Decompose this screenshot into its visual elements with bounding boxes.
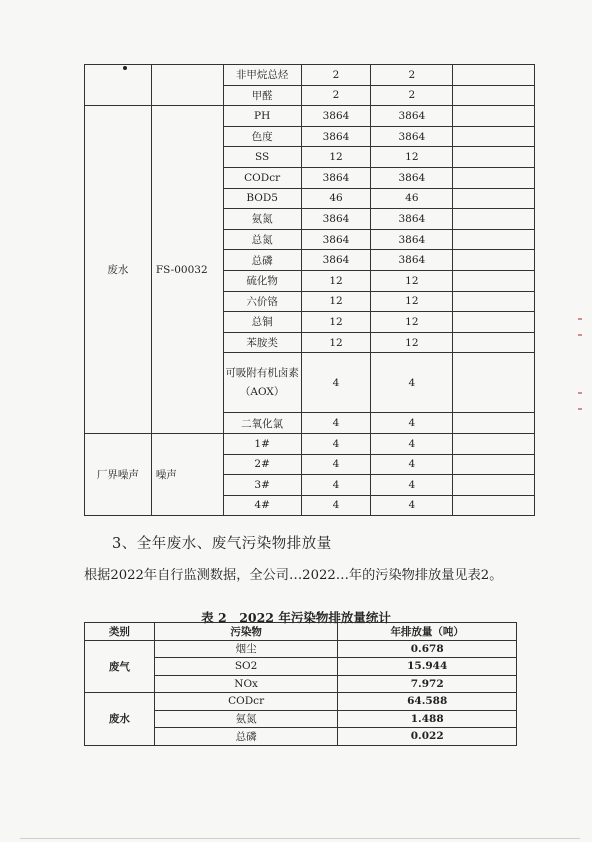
pollutant-cell: CODcr [223,167,301,188]
value-cell: 3864 [371,167,453,188]
value-cell: 12 [371,332,453,353]
value-cell: 12 [301,147,371,168]
value-cell: 3864 [371,209,453,230]
empty-cell [453,85,535,106]
emission-value-cell: 7.972 [338,675,517,693]
value-cell: 4 [301,475,371,496]
value-cell: 3864 [301,250,371,271]
value-cell: 4 [301,353,371,413]
value-cell: 12 [301,291,371,312]
pollutant-cell: 氨氮 [223,209,301,230]
category-cell [85,65,152,106]
table-header-row [85,623,517,641]
empty-cell [453,106,535,127]
pollutant-cell: 1# [223,433,301,454]
table-caption: 表 2 2022 年污染物排放量统计 [201,610,391,625]
value-cell: 12 [301,270,371,291]
value-cell: 4 [301,433,371,454]
pollutant-cell: 氨氮 [154,710,338,728]
empty-cell [453,188,535,209]
value-cell: 2 [371,85,453,106]
empty-cell [453,332,535,353]
empty-cell [453,475,535,496]
emission-value-cell: 1.488 [338,710,517,728]
pollutant-cell: 六价铬 [223,291,301,312]
red-mark [578,334,582,336]
value-cell: 4 [301,454,371,475]
pollutant-cell: 总铜 [223,312,301,333]
pollutant-cell: 硫化物 [223,270,301,291]
value-cell: 12 [371,312,453,333]
value-cell: 2 [301,85,371,106]
pollutant-cell: CODcr [154,693,338,711]
empty-cell [453,209,535,230]
pollutant-cell: 总磷 [154,728,338,746]
pollutant-cell: SO2 [154,658,338,676]
empty-cell [453,291,535,312]
value-cell: 12 [301,332,371,353]
pollutant-cell: 总氮 [223,229,301,250]
pollutant-cell: PH [223,106,301,127]
pollutant-cell: 二氧化氯 [223,413,301,434]
empty-cell [453,147,535,168]
table-row [85,106,535,127]
pollutant-cell: SS [223,147,301,168]
header-annual-emission: 年排放量（吨） [338,623,517,641]
value-cell: 4 [371,495,453,516]
category-cell: 厂界噪声 [85,433,152,515]
table-row [85,433,535,454]
empty-cell [453,454,535,475]
empty-cell [453,413,535,434]
body-paragraph: 根据2022年自行监测数据，全公司…2022…年的污染物排放量见表2。 [84,568,503,583]
outlet-code-cell [151,65,223,106]
table-row [85,65,535,86]
value-cell: 3864 [371,126,453,147]
emission-value-cell: 15.944 [338,658,517,676]
value-cell: 4 [371,475,453,496]
emission-value-cell: 0.022 [338,728,517,746]
table-row [85,693,517,711]
value-cell: 12 [371,291,453,312]
pollutant-cell: NOx [154,675,338,693]
pollutant-cell: 色度 [223,126,301,147]
value-cell: 3864 [301,106,371,127]
value-cell: 3864 [371,229,453,250]
value-cell: 3864 [371,106,453,127]
value-cell: 4 [301,495,371,516]
value-cell: 12 [301,312,371,333]
pollutant-cell: 2# [223,454,301,475]
empty-cell [453,312,535,333]
empty-cell [453,250,535,271]
empty-cell [453,270,535,291]
pollutant-cell: 苯胺类 [223,332,301,353]
red-mark [578,318,582,320]
red-mark [578,392,582,394]
value-cell: 12 [371,147,453,168]
value-cell: 12 [371,270,453,291]
empty-cell [453,167,535,188]
pollutant-cell: 可吸附有机卤素（AOX） [223,353,301,413]
category-cell: 废水 [85,693,155,746]
empty-cell [453,65,535,86]
value-cell: 3864 [301,126,371,147]
value-cell: 4 [371,413,453,434]
value-cell: 2 [301,65,371,86]
value-cell: 3864 [371,250,453,271]
emission-value-cell: 0.678 [338,640,517,658]
value-cell: 4 [301,413,371,434]
pollutant-cell: 非甲烷总烃 [223,65,301,86]
pollutant-cell: 甲醛 [223,85,301,106]
empty-cell [453,433,535,454]
value-cell: 4 [371,454,453,475]
value-cell: 3864 [301,167,371,188]
pollutant-cell: BOD5 [223,188,301,209]
value-cell: 46 [371,188,453,209]
header-category: 类别 [85,623,155,641]
monitoring-table [84,64,535,516]
value-cell: 2 [371,65,453,86]
value-cell: 4 [371,353,453,413]
category-cell: 废水 [85,106,152,434]
outlet-code-cell: FS-00032 [151,106,223,434]
table-row [85,640,517,658]
empty-cell [453,229,535,250]
section-heading: 3、全年废水、废气污染物排放量 [112,536,332,552]
emission-value-cell: 64.588 [338,693,517,711]
empty-cell [453,495,535,516]
value-cell: 3864 [301,209,371,230]
value-cell: 46 [301,188,371,209]
emission-table [84,622,517,746]
header-pollutant: 污染物 [154,623,338,641]
empty-cell [453,353,535,413]
red-mark [578,408,582,410]
pollutant-cell: 总磷 [223,250,301,271]
outlet-code-cell: 噪声 [151,433,223,515]
value-cell: 3864 [301,229,371,250]
value-cell: 4 [371,433,453,454]
pollutant-cell: 烟尘 [154,640,338,658]
page-edge [20,838,580,839]
empty-cell [453,126,535,147]
pollutant-cell: 3# [223,475,301,496]
category-cell: 废气 [85,640,155,693]
pollutant-cell: 4# [223,495,301,516]
